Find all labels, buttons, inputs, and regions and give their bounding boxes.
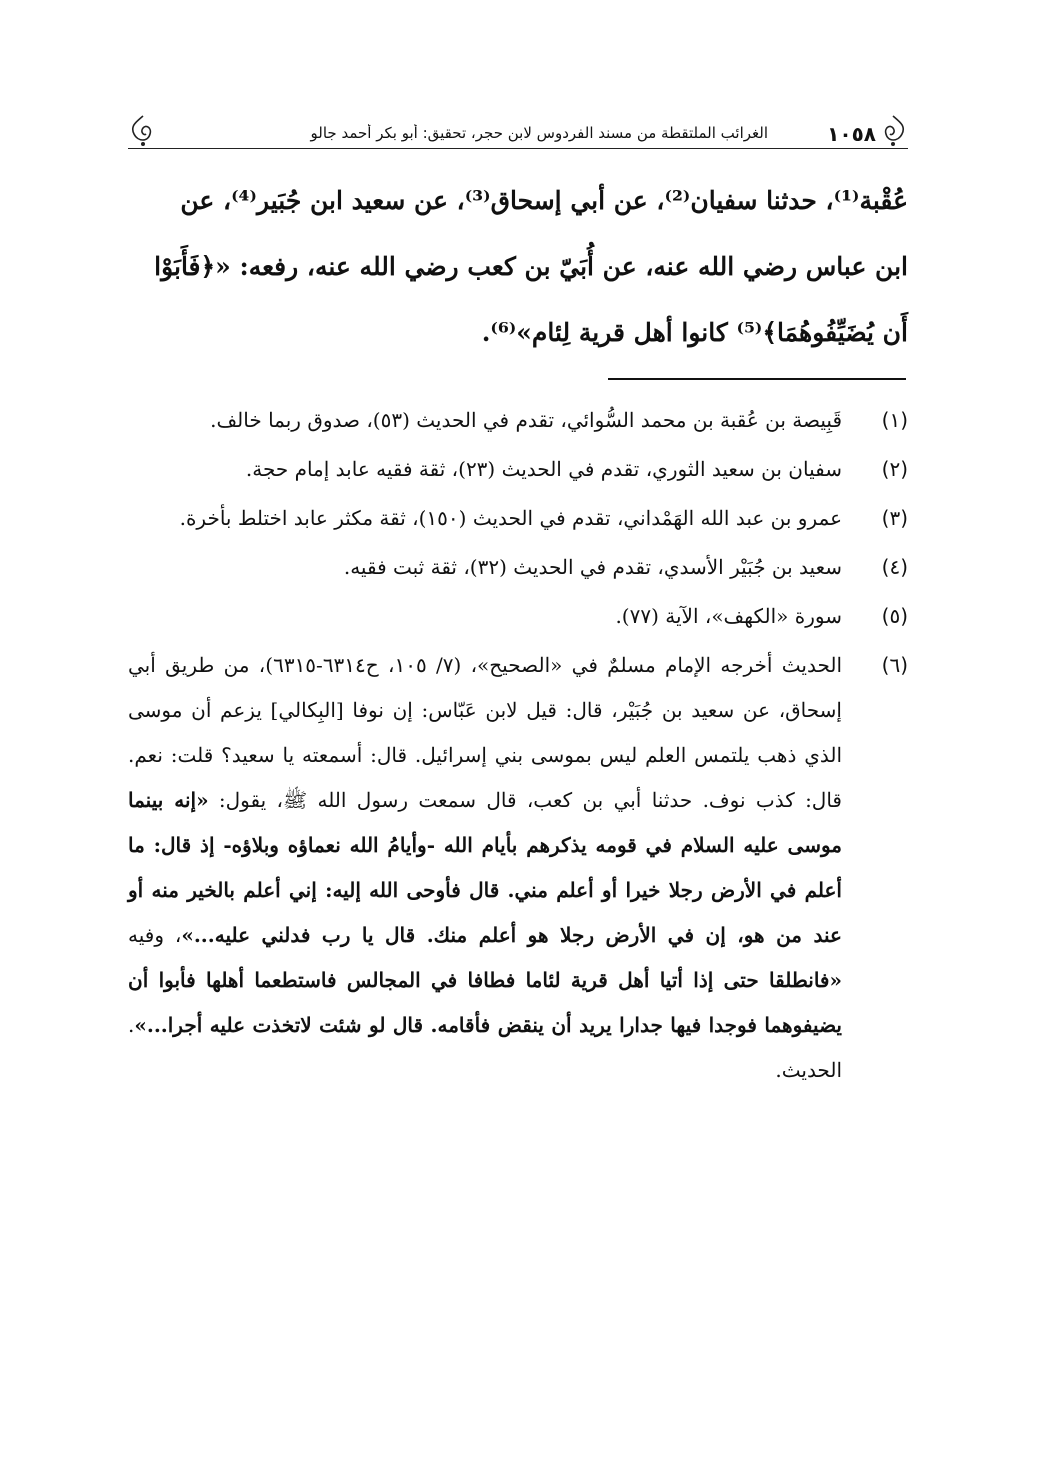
footnote-number: (٦) xyxy=(881,653,908,677)
running-header xyxy=(128,112,908,152)
main-text xyxy=(128,168,908,366)
header-rule xyxy=(128,148,908,149)
footnote-text xyxy=(128,653,842,1082)
footnote xyxy=(128,643,908,1093)
footnote-text: قَبِيصة بن عُقبة بن محمد السُّوائي، تقدم في الحديث (٥٣)، صدوق ربما خالف. xyxy=(210,408,842,432)
footnote xyxy=(128,594,908,639)
footnote xyxy=(128,496,908,541)
footnote xyxy=(128,447,908,492)
footnote-number: (٢) xyxy=(881,457,908,481)
footnote-number: (٥) xyxy=(881,604,908,628)
footnote-number: (٤) xyxy=(881,555,908,579)
footnote xyxy=(128,545,908,590)
footnote-text-part: الحديث أخرجه الإمام مسلمٌ في «الصحيح»، (٧/ ١٠٥، ح٦٣١٤-٦٣١٥)، من طريق أبي إسحاق، عن سعيد بن جُبَيْر، قال: قيل لابن عَبّاس: إن نوفا [البِكالي] يزعم أن موسى الذي ذهب يلتمس العلم ليس بموسى بني إسرائيل. قال: أسمعته يا سعيد؟ قلت: نعم. قال: كذب نوف. حدثنا أبي بن كعب، قال سمعت رسول الله ﷺ، يقول: xyxy=(128,653,842,812)
footnote-text: سفيان بن سعيد الثوري، تقدم في الحديث (٢٣)، ثقة فقيه عابد إمام حجة. xyxy=(245,457,842,481)
hadith-quote: «فانطلقا حتى إذا أتيا أهل قرية لئاما فطافا في المجالس فاستطعما أهلها فأبوا أن يضيفوهما فوجدا فيها جدارا يريد أن ينقض فأقامه. قال لو شئت لاتخذت عليه أجرا...» xyxy=(128,968,842,1037)
footnote-text-part: ، وفيه xyxy=(128,923,182,947)
main-line: عُقْبة⁽¹⁾، حدثنا سفيان⁽²⁾، عن أبي إسحاق⁽³⁾، عن سعيد ابن جُبَير⁽⁴⁾، عن xyxy=(180,186,908,215)
running-title: الغرائب الملتقطة من مسند الفردوس لابن حجر، تحقيق: أبو بكر أحمد جالو xyxy=(310,124,768,142)
main-line: أَن يُضَيِّفُوهُمَا﴾⁽⁵⁾ كانوا أهل قرية لِئام»⁽⁶⁾. xyxy=(481,318,908,347)
footnote-text: سورة «الكهف»، الآية (٧٧). xyxy=(615,604,842,628)
footnote xyxy=(128,398,908,443)
footnote-number: (١) xyxy=(881,408,908,432)
ornament-icon xyxy=(878,114,908,148)
footnote-number: (٣) xyxy=(881,506,908,530)
footnote-text-part: . الحديث. xyxy=(128,1013,842,1082)
ornament-icon xyxy=(128,114,158,148)
main-line: ابن عباس رضي الله عنه، عن أُبَيّ بن كعب رضي الله عنه، رفعه: «﴿فَأَبَوْا xyxy=(154,252,908,281)
footnote-text: سعيد بن جُبَيْر الأسدي، تقدم في الحديث (٣٢)، ثقة ثبت فقيه. xyxy=(343,555,842,579)
footnote-separator xyxy=(608,378,906,380)
page-number: ١٠٥٨ xyxy=(827,122,876,146)
hadith-quote: «إنه بينما موسى عليه السلام في قومه يذكرهم بأيام الله -وأيامُ الله نعماؤه وبلاؤه- إذ قال: ما أعلم في الأرض رجلا خيرا أو أعلم مني. قال فأوحى الله إليه: إني أعلم بالخير منه أو عند من هو، إن في الأرض رجلا هو أعلم منك. قال يا رب فدلني عليه...» xyxy=(128,788,842,947)
footnotes xyxy=(128,398,908,1097)
footnote-text: عمرو بن عبد الله الهَمْداني، تقدم في الحديث (١٥٠)، ثقة مكثر عابد اختلط بأخرة. xyxy=(179,506,842,530)
